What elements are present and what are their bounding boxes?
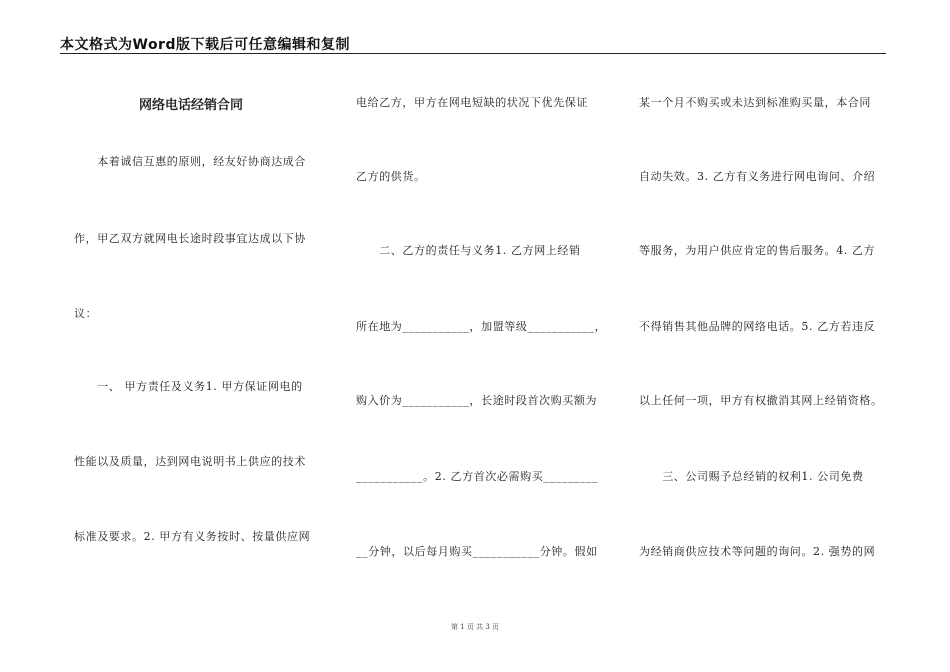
paragraph-line: 以上任何一项，甲方有权撤消其网上经销资格。 (639, 394, 883, 407)
paragraph-line: 一、 甲方责任及义务1. 甲方保证网电的 (74, 380, 303, 393)
paragraph-line: 不得销售其他品牌的网络电话。5. 乙方若违反 (639, 320, 876, 333)
paragraph-line: 本着诚信互惠的原则，经友好协商达成合 (74, 155, 306, 168)
header-divider (60, 53, 886, 54)
paragraph-line: 购入价为___________，长途时段首次购买额为 (356, 394, 598, 407)
paragraph-line: 电给乙方，甲方在网电短缺的状况下优先保证 (356, 96, 588, 109)
paragraph-line: 作，甲乙双方就网电长途时段事宜达成以下协 (74, 232, 306, 245)
paragraph-line: 所在地为___________，加盟等级___________， (356, 320, 607, 333)
page-number-footer: 第 1 页 共 3 页 (450, 623, 500, 631)
paragraph-line: 标准及要求。2. 甲方有义务按时、按量供应网 (74, 530, 311, 543)
page-header-title: 本文格式为Word版下载后可任意编辑和复制 (60, 37, 350, 53)
paragraph-line: ___________。2. 乙方首次必需购买_________ (356, 470, 599, 483)
paragraph-line: 二、乙方的责任与义务1. 乙方网上经销 (356, 244, 581, 257)
paragraph-line: 某一个月不购买或未达到标准购买量，本合同 (639, 96, 871, 109)
paragraph-line: 等服务，为用户供应肯定的售后服务。4. 乙方 (639, 244, 876, 257)
paragraph-line: 议： (74, 307, 98, 320)
paragraph-line: __分钟，以后每月购买___________分钟。假如 (356, 545, 598, 558)
document-title: 网络电话经销合同 (138, 98, 243, 113)
paragraph-line: 乙方的供货。 (356, 170, 426, 183)
paragraph-line: 自动失效。3. 乙方有义务进行网电询问、介绍 (639, 170, 876, 183)
paragraph-line: 为经销商供应技术等问题的询问。2. 强势的网 (639, 545, 876, 558)
paragraph-line: 三、公司赐予总经销的权利1. 公司免费 (639, 470, 864, 483)
paragraph-line: 性能以及质量，达到网电说明书上供应的技术 (74, 455, 306, 468)
